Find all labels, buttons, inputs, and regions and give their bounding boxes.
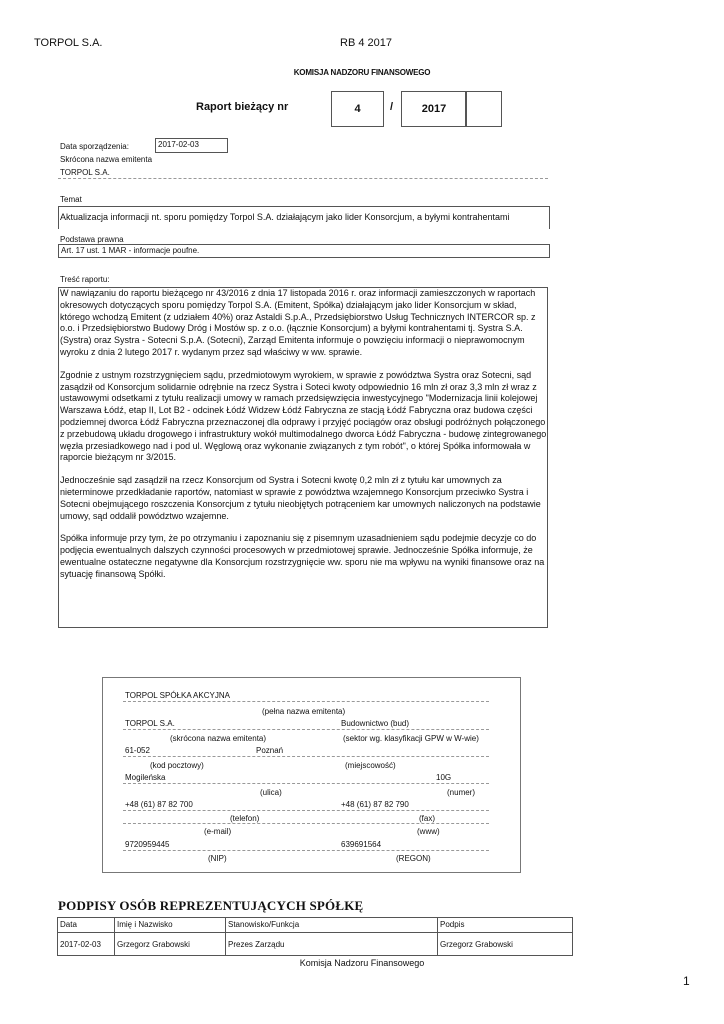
divider [123,756,489,757]
content-label: Treść raportu: [60,275,110,284]
caption: (miejscowość) [345,761,396,770]
caption: (skrócona nazwa emitenta) [170,734,267,743]
date-value: 2017-02-03 [158,140,199,149]
caption: (fax) [419,814,435,823]
issuer-short-name: TORPOL S.A. [125,719,175,728]
legal-basis-value: Art. 17 ust. 1 MAR - informacje poufne. [61,246,200,255]
table-header-row [58,918,573,933]
issuer-city: Poznań [256,746,284,755]
subject-label: Temat [60,195,82,204]
signatures-table [57,917,573,956]
date-box [155,138,228,153]
content-paragraph: Zgodnie z ustnym rozstrzygnięciem sądu, przedmiotowym wyrokiem, w sprawie z powództwa Systra oraz Sotecni, sąd zasądził od Konsorcjum solidarnie odrębnie na rzecz Systra i Soteci kwoty odpowiednio 16 mln zł oraz 3,3 mln zł wraz z ustawowymi odsetkami z tytułu realizacji umowy w ramach przedsięwzięcia inwestycyjnego "Modernizacja linii kolejowej Warszawa Łódź, etap II, Lot B2 - odcinek Łódź Widzew Łódź Fabryczna ze stacją Łódź Fabryczna oraz budowa części podziemnej dworca Łódź Fabryczna przeznaczonej dla odprawy i przyjęć pociągów oraz obsługi podróżnych połączonego z przebudową układu drogowego i infrastruktury wokół multimodalnego dworca Łódź Fabryczna - budowę zintegrowanego węzła przesiadkowego nad i pod ul. Węglową oraz wykonanie związanych z tym robót", o której Spółka informowała w raporcie bieżącym nr 3/2015. [60,369,547,463]
issuer-full-name: TORPOL SPÓŁKA AKCYJNA [125,691,230,700]
table-cell: Grzegorz Grabowski [438,933,573,956]
table-cell: Prezes Zarządu [226,933,438,956]
table-header-cell: Data [58,918,115,933]
content-box [58,287,548,628]
content-paragraph: W nawiązaniu do raportu bieżącego nr 43/2016 z dnia 17 listopada 2016 r. oraz informacji zamieszczonych w raportach okresowych dotyczących sporu pomiędzy Torpol S.A. (Emitent, Spółka) działającym jako lider Konsorcjum w skład, którego wchodzą Emitent (z udziałem 40%) oraz Astaldi S.p.A., Przedsiębiorstwo Usług Technicznych INTERCOR sp. z o.o. i Przedsiębiorstwo Budowy Dróg i Mostów sp. z o.o. (łącznie Konsorcjum) a byłymi kontrahentami tj. Systra S.A. (Systra) oraz Systra - Sotecni S.p.A. (Sotecni), Zarząd Emitenta informuje o powzięciu informacji o nieprawomocnym wyroku z dnia 2 lutego 2017 r. wydanym przez sąd właściwy w ww. sprawie. [60,288,536,357]
divider [123,850,489,851]
report-extra-box [465,91,502,127]
signatures-title: PODPISY OSÓB REPREZENTUJĄCYCH SPÓŁKĘ [58,898,364,913]
divider [58,178,548,179]
divider [123,701,489,702]
issuer-phone: +48 (61) 87 82 700 [125,800,193,809]
caption: (numer) [447,788,476,797]
issuer-street: Mogileńska [125,773,166,782]
commission-title: KOMISJA NADZORU FINANSOWEGO [293,68,431,77]
divider [123,823,489,824]
page-number: 1 [683,974,690,988]
issuer-number: 10G [436,773,452,782]
caption: (kod pocztowy) [150,761,204,770]
report-year-box [401,91,467,127]
footer-text: Komisja Nadzoru Finansowego [299,958,425,968]
header-company: TORPOL S.A. [34,37,103,49]
table-header-cell: Stanowisko/Funkcja [226,918,438,933]
short-name-value: TORPOL S.A. [60,168,110,177]
caption: (NIP) [208,854,227,863]
caption: (e-mail) [204,827,232,836]
content-paragraph: Jednocześnie sąd zasądził na rzecz Konsorcjum od Systra i Sotecni kwotę 0,2 mln zł z tytułu kar umownych za nieterminowe przedkładanie raportów, natomiast w sprawie z powództwa wzajemnego Konsorcjum przeciwko Systra i Sotecni obejmującego roszczenia Konsorcjum z tytułu nieobjętych potrąceniem kar umownych naliczonych na podstawie umowy, sąd oddalił powództwo wzajemne. [60,475,541,521]
report-year: 2017 [421,103,447,115]
caption: (REGON) [396,854,431,863]
issuer-nip: 9720959445 [125,840,170,849]
issuer-fax: +48 (61) 87 82 790 [341,800,409,809]
table-cell: 2017-02-03 [58,933,115,956]
report-separator: / [390,101,394,113]
report-label: Raport bieżący nr [196,101,289,113]
issuer-regon: 639691564 [341,840,382,849]
caption: (www) [417,827,440,836]
divider [123,783,489,784]
caption: (sektor wg. klasyfikacji GPW w W-wie) [343,734,479,743]
short-name-label: Skrócona nazwa emitenta [60,155,153,164]
caption: (pełna nazwa emitenta) [262,707,346,716]
issuer-postal-code: 61-052 [125,746,150,755]
table-header-cell: Podpis [438,918,573,933]
table-row [58,933,573,956]
report-number-box [331,91,384,127]
issuer-sector: Budownictwo (bud) [341,719,410,728]
table-cell: Grzegorz Grabowski [115,933,226,956]
table-header-cell: Imię i Nazwisko [115,918,226,933]
legal-basis-box [58,244,550,258]
subject-box [58,206,550,229]
legal-basis-label: Podstawa prawna [60,235,124,244]
content-paragraph: Spółka informuje przy tym, że po otrzymaniu i zapoznaniu się z pisemnym uzasadnieniem sądu podejmie decyzje co do podjęcia ewentualnych dalszych czynności procesowych w przedmiotowej sprawie. Jednocześnie Spółka informuje, że ewentualne ostateczne negatywne dla Konsorcjum rozstrzygnięcie ww. sporu nie ma wpływu na wyniki finansowe oraz na sytuację finansową Spółki. [60,533,545,579]
date-label: Data sporządzenia: [60,142,129,151]
report-number: 4 [354,103,361,115]
caption: (telefon) [230,814,260,823]
caption: (ulica) [260,788,282,797]
divider [123,810,489,811]
subject-value: Aktualizacja informacji nt. sporu pomiędzy Torpol S.A. działającym jako lider Konsorcjum, a byłymi kontrahentami [60,212,510,222]
header-report-code: RB 4 2017 [340,37,392,49]
divider [123,729,489,730]
